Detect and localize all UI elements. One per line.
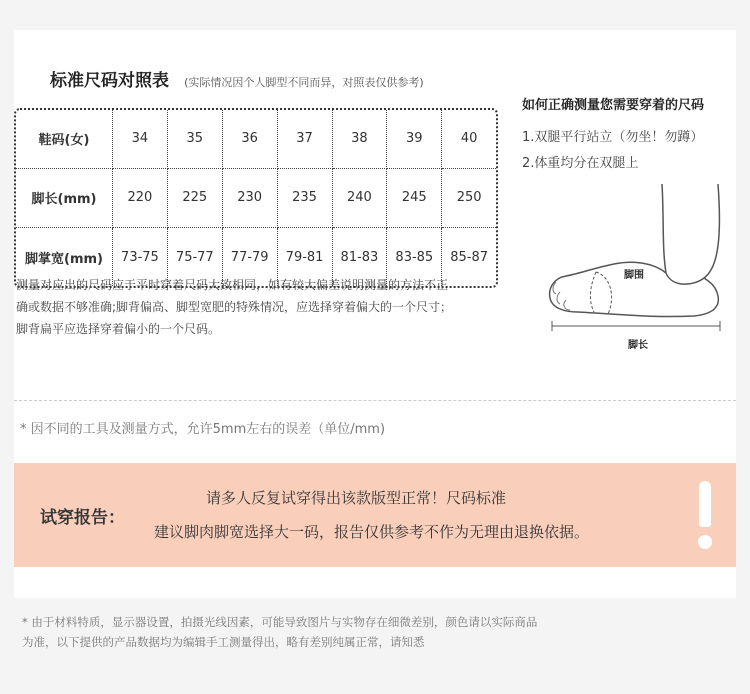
size-table-row xyxy=(16,110,496,168)
fit-report-label: 试穿报告： xyxy=(40,508,125,528)
size-table-cell: 225 xyxy=(167,168,222,228)
size-table-row-label: 脚长(mm) xyxy=(16,168,113,228)
note-line: 脚背扁平应选择穿着偏小的一个尺码。 xyxy=(16,322,221,336)
size-table-cell: 230 xyxy=(222,168,277,228)
size-table-cell: 37 xyxy=(277,110,332,168)
page-subtitle: (实际情况因个人脚型不同而异，对照表仅供参考) xyxy=(184,76,424,89)
size-table-cell: 81-83 xyxy=(332,228,387,286)
size-table-cell: 77-79 xyxy=(222,228,277,286)
tolerance-note: * 因不同的工具及测量方式，允许5mm左右的误差（单位/mm) xyxy=(20,422,386,437)
size-guide-card xyxy=(14,30,736,598)
size-table-cell: 34 xyxy=(113,110,168,168)
size-table-cell: 38 xyxy=(332,110,387,168)
foot-length-label: 脚长 xyxy=(628,340,648,351)
size-table-row xyxy=(16,168,496,228)
measurement-note xyxy=(16,274,512,340)
howto-step-1: 1.双腿平行站立（勿坐！勿蹲） xyxy=(522,130,704,145)
title-row xyxy=(50,66,424,91)
foot-girth-label: 脚围 xyxy=(624,270,644,281)
size-table-cell: 245 xyxy=(387,168,442,228)
size-table-cell: 250 xyxy=(442,168,496,228)
size-table-cell: 40 xyxy=(442,110,496,168)
size-table-cell: 240 xyxy=(332,168,387,228)
disclaimer-line: 为准，以下提供的产品数据均为编辑手工测量得出，略有差别纯属正常，请知悉 xyxy=(22,635,425,649)
size-table-cell: 35 xyxy=(167,110,222,168)
exclamation-dot-icon xyxy=(698,535,712,549)
size-table-cell: 36 xyxy=(222,110,277,168)
note-line: 测量对应出的尺码应于平时穿着尺码大致相同，如有较大偏差说明测量的方法不正 xyxy=(16,278,449,292)
fit-report-line-2: 建议脚肉脚宽选择大一码，报告仅供参考不作为无理由退换依据。 xyxy=(154,523,590,541)
size-table-cell: 220 xyxy=(113,168,168,228)
size-table-row-label: 鞋码(女) xyxy=(16,110,113,168)
size-table-row-label: 脚掌宽(mm) xyxy=(16,228,113,286)
size-table-cell: 75-77 xyxy=(167,228,222,286)
note-line: 确或数据不够准确;脚背偏高、脚型宽肥的特殊情况，应选择穿着偏大的一个尺寸； xyxy=(16,300,453,314)
size-table xyxy=(14,108,498,288)
disclaimer xyxy=(22,612,722,652)
exclamation-icon xyxy=(699,481,711,527)
size-table-cell: 83-85 xyxy=(387,228,442,286)
size-table-cell: 73-75 xyxy=(113,228,168,286)
howto-step-2: 2.体重均分在双腿上 xyxy=(522,156,639,171)
size-table-cell: 235 xyxy=(277,168,332,228)
size-table-cell: 39 xyxy=(387,110,442,168)
size-table-cell: 79-81 xyxy=(277,228,332,286)
fit-report-line-1: 请多人反复试穿得出该款版型正常！尺码标准 xyxy=(206,489,507,507)
fit-report-banner xyxy=(14,463,736,567)
disclaimer-line: * 由于材料特质，显示器设置，拍摄光线因素，可能导致图片与实物存在细微差别，颜色请以实际商品 xyxy=(22,615,538,629)
page-title: 标准尺码对照表 xyxy=(50,71,169,91)
howto-title: 如何正确测量您需要穿着的尺码 xyxy=(522,98,705,113)
size-table-cell: 85-87 xyxy=(442,228,496,286)
divider xyxy=(14,400,736,401)
